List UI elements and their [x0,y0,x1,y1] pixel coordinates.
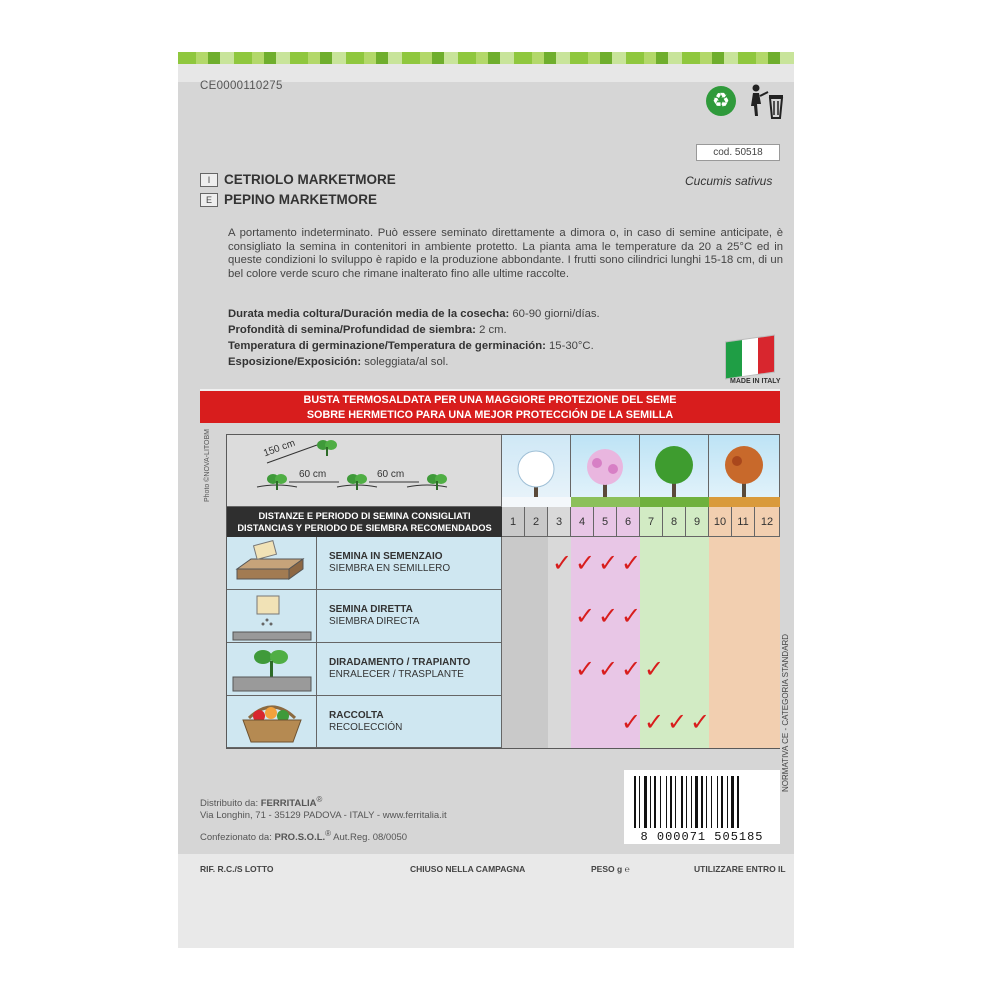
title-es: PEPINO MARKETMORE [224,192,378,207]
closed-campaign-label: CHIUSO NELLA CAMPAGNA [410,864,526,874]
barcode [624,770,780,844]
seed-tray-icon [227,537,317,589]
autumn-tree-icon [709,435,780,507]
month-header-10: 10 [709,507,732,537]
row-label-it: SEMINA IN SEMENZAIO [329,551,443,562]
italy-flag-icon [725,334,775,379]
month-header-2: 2 [525,507,548,537]
barcode-bar [711,776,712,828]
barcode-bar [644,776,647,828]
check-mark: ✓ [621,602,642,630]
seedling-icon [427,471,447,491]
spacing-diagram [227,435,502,507]
top-color-strip [178,52,794,64]
check-mark: ✓ [598,549,619,577]
barcode-bar [731,776,734,828]
barcode-bar [681,776,683,828]
barcode-bar [660,776,661,828]
row-direct-sowing [227,590,502,643]
basket-icon [227,696,317,747]
check-mark: ✓ [644,655,665,683]
banner-line-it: BUSTA TERMOSALDATA PER UNA MAGGIORE PROTEZIONE DEL SEME [303,394,677,406]
code-box: cod. 50518 [696,144,780,161]
month-header-3: 3 [548,507,571,537]
winter-tree-icon [502,435,571,507]
row-harvest [227,696,502,748]
transplant-icon [227,643,317,695]
barcode-bar [706,776,707,828]
month-header-12: 12 [755,507,780,537]
barcode-bar [666,776,667,828]
row-label-it: SEMINA DIRETTA [329,604,413,615]
table-header-es: DISTANCIAS Y PERIODO DE SIEMBRA RECOMENDADOS [237,523,492,533]
month-header-8: 8 [663,507,686,537]
row-label-it: RACCOLTA [329,710,384,721]
banner-line-es: SOBRE HERMETICO PARA UNA MEJOR PROTECCIÓN DE LA SEMILLA [306,409,674,421]
normativa-label: NORMATIVA CE - CATEGORIA STANDARD [781,633,790,792]
barcode-bar [727,776,728,828]
scientific-name: Cucumis sativus [685,174,773,188]
spec-duration: Durata media coltura/Duración media de la cosecha: 60-90 giorni/días. [228,308,600,320]
row-label-es: SIEMBRA DIRECTA [329,616,420,627]
month-header-4: 4 [571,507,594,537]
address-line: Via Longhin, 71 - 35129 PADOVA - ITALY - www.ferritalia.it [200,810,447,822]
recycle-icon: ♻ [706,86,736,116]
plant-distance-label-1: 60 cm [299,469,327,480]
title-it: CETRIOLO MARKETMORE [224,172,396,187]
barcode-bar [650,776,651,828]
check-mark: ✓ [621,708,642,736]
trash-bin-icon [746,82,786,120]
month-header-5: 5 [594,507,617,537]
row-seedbed [227,537,502,590]
table-header-it: DISTANZE E PERIODO DI SEMINA CONSIGLIATI [258,511,471,521]
barcode-bar [654,776,656,828]
barcode-bar [686,776,687,828]
row-label-es: SIEMBRA EN SEMILLERO [329,563,451,574]
check-mark: ✓ [644,708,665,736]
sowing-calendar [226,434,780,749]
check-mark: ✓ [575,549,596,577]
row-label-it: DIRADAMENTO / TRAPIANTO [329,657,471,668]
check-mark: ✓ [575,655,596,683]
check-mark: ✓ [598,655,619,683]
table-header [227,507,502,537]
row-label-es: RECOLECCIÓN [329,722,403,733]
photo-credit: Photo ©NOVA-LITOBM [204,429,211,502]
spec-depth: Profondità di semina/Profundidad de siembra: 2 cm. [228,324,507,336]
month-header-9: 9 [686,507,709,537]
barcode-bar [701,776,703,828]
barcode-bar [721,776,723,828]
seedling-icon [317,437,337,457]
plant-distance-label-2: 60 cm [377,469,405,480]
seedling-icon [267,471,287,491]
barcode-bar [675,776,676,828]
barcode-bar [634,776,636,828]
spec-temperature: Temperatura di germinazione/Temperatura de germinación: 15-30°C. [228,340,594,352]
check-mark: ✓ [575,602,596,630]
weight-label: PESO g ℮ [591,864,630,874]
month-header-6: 6 [617,507,640,537]
warning-banner [200,389,780,423]
barcode-number: 8 000071 505185 [640,830,764,844]
product-code: CE0000110275 [200,80,283,92]
barcode-bar [639,776,640,828]
seed-packet [178,52,794,948]
seedling-icon [347,471,367,491]
barcode-bar [737,776,739,828]
barcode-bar [717,776,718,828]
direct-sowing-icon [227,590,317,642]
row-label-es: ENRALECER / TRASPLANTE [329,669,464,680]
lang-tag-es: E [200,193,218,207]
lot-label: RIF. R.C./S LOTTO [200,864,274,874]
spec-exposure: Esposizione/Exposición: soleggiata/al sol. [228,356,449,368]
made-in-italy: MADE IN ITALY [730,378,781,385]
barcode-bar [695,776,698,828]
lang-tag-it: I [200,173,218,187]
month-header-7: 7 [640,507,663,537]
packer-line: Confezionato da: PRO.S.O.L.® Aut.Reg. 08/0050 [200,829,408,844]
footer-info [200,794,447,844]
check-mark: ✓ [621,549,642,577]
check-mark: ✓ [690,708,711,736]
month-header-1: 1 [502,507,525,537]
barcode-bar [670,776,672,828]
check-mark: ✓ [667,708,688,736]
check-mark: ✓ [552,549,573,577]
distributor-line: Distribuito da: FERRITALIA® [200,795,323,810]
barcode-bar [691,776,692,828]
month-header-11: 11 [732,507,755,537]
check-mark: ✓ [621,655,642,683]
check-mark: ✓ [598,602,619,630]
row-thinning [227,643,502,696]
summer-tree-icon [640,435,709,507]
spring-tree-icon [571,435,640,507]
description: A portamento indeterminato. Può essere seminato direttamente a dimora o, in caso di semine anticipate, è consigliato la semina in contenitori in ambiente protetto. La pianta ama le temperature da 20 a 25°C ed in queste condizioni lo sviluppo è rapido e la produzione abbondante. I frutti sono cilindrici lunghi 15-18 cm, di un bel colore verde scuro che rimane inalterato fino alle ultime raccolte. [228,227,783,280]
row-distance-label: 150 cm [262,437,297,460]
use-by-label: UTILIZZARE ENTRO IL [694,864,786,874]
